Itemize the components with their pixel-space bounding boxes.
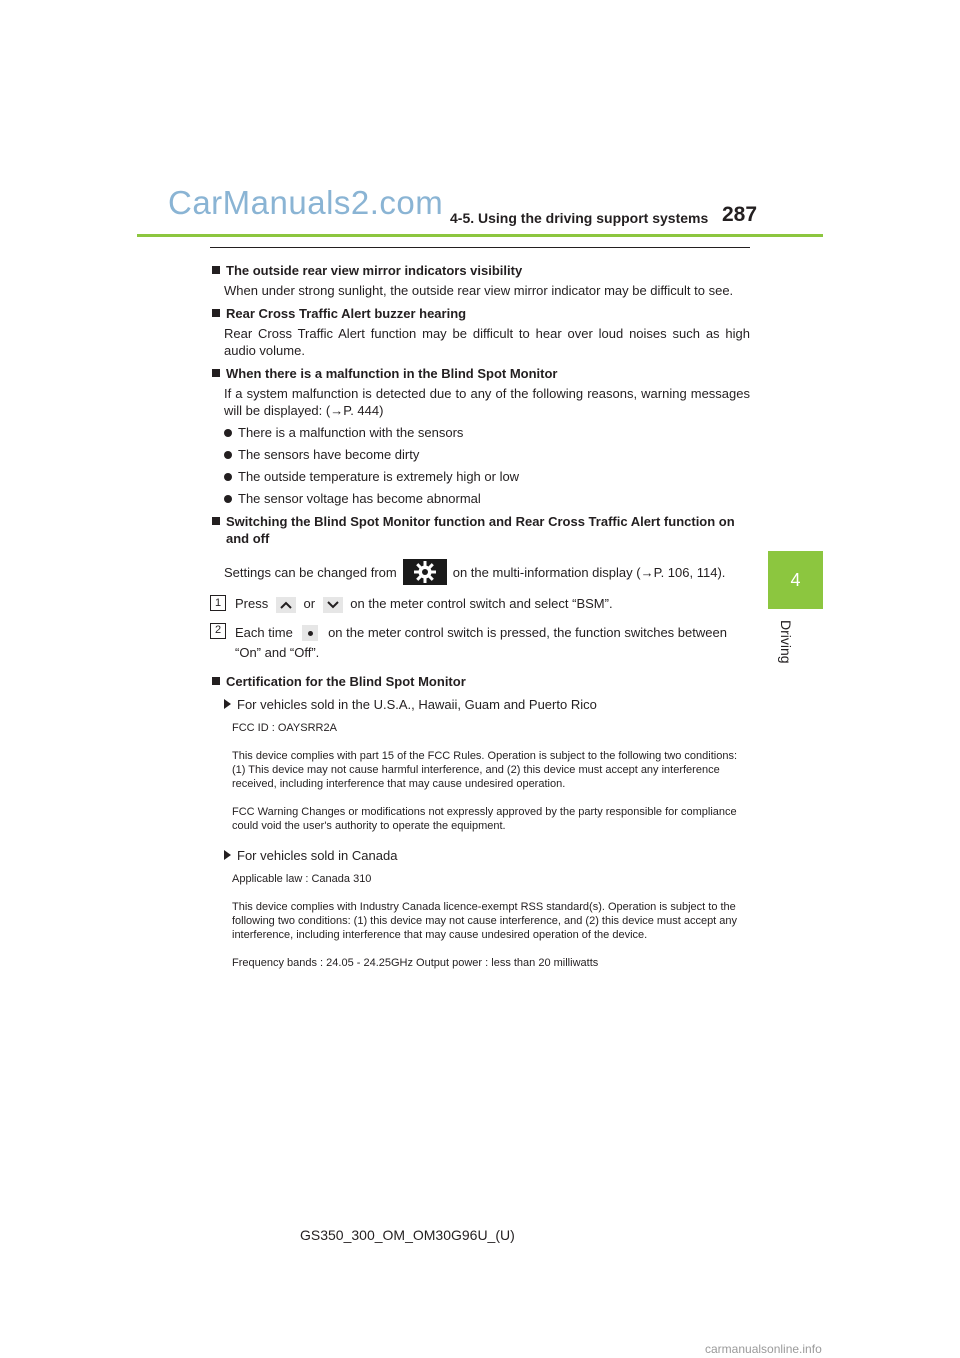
gear-icon <box>403 559 447 585</box>
page-content <box>210 256 750 984</box>
watermark-logo-top: CarManuals2.com <box>168 184 444 221</box>
heading-text: Rear Cross Traffic Alert buzzer hearing <box>226 306 467 321</box>
list-item <box>224 424 750 441</box>
step-2 <box>210 623 750 663</box>
section-heading <box>210 305 750 322</box>
settings-instruction <box>224 559 750 585</box>
square-bullet-icon <box>212 309 220 317</box>
chapter-tab <box>768 551 823 609</box>
step-text <box>235 595 613 613</box>
content-top-rule <box>210 247 750 248</box>
subheading-text: For vehicles sold in the U.S.A., Hawaii, Guam and Puerto Rico <box>237 696 597 712</box>
label-line: FCC ID : OAYSRR2A <box>232 721 337 734</box>
subheading-text: For vehicles sold in Canada <box>237 847 398 863</box>
step-text <box>235 623 750 663</box>
dot-bullet-icon <box>224 451 232 459</box>
square-bullet-icon <box>212 517 220 525</box>
section-title: 4-5. Using the driving support systems <box>450 210 709 226</box>
subheading-us <box>224 696 750 713</box>
paragraph: When under strong sunlight, the outside rear view mirror indicator may be difficult to see. <box>224 283 734 298</box>
dot-bullet-icon <box>224 495 232 503</box>
subheading-canada <box>224 847 750 864</box>
chevron-up-icon <box>276 597 296 613</box>
step-number: 1 <box>210 595 226 611</box>
list-item <box>224 446 750 463</box>
section-heading <box>210 673 750 690</box>
chapter-number: 4 <box>790 569 801 590</box>
step-text-part: Each time <box>235 624 293 640</box>
step-1 <box>210 595 750 613</box>
label-line: This device complies with Industry Canada licence-exempt RSS standard(s). Operation is subject to the following two conditions: (1) this device may not cause interference, and (2) this device must accept any interference, including interference that may cause undesired operation of the device. <box>232 900 738 941</box>
watermark-bottom: carmanualsonline.info <box>705 1342 822 1356</box>
heading-text: When there is a malfunction in the Blind Spot Monitor <box>226 366 558 381</box>
triangle-bullet-icon <box>224 850 231 860</box>
square-bullet-icon <box>212 266 220 274</box>
label-line: Frequency bands : 24.05 - 24.25GHz Output power : less than 20 milliwatts <box>232 956 599 969</box>
label-line: This device complies with part 15 of the FCC Rules. Operation is subject to the following two conditions: (1) This device may not cause harmful interference, and (2) this device must accept any interference received, including interference that may cause undesired operation. <box>232 749 738 790</box>
settings-text-pre: Settings can be changed from <box>224 564 397 580</box>
document-code: GS350_300_OM_OM30G96U_(U) <box>300 1227 515 1243</box>
label-line: FCC Warning Changes or modifications not expressly approved by the party responsible for compliance could void the user's authority to operate the equipment. <box>232 805 737 832</box>
square-bullet-icon <box>212 677 220 685</box>
step-text-part: on the meter control switch and select “BSM”. <box>350 596 613 611</box>
triangle-bullet-icon <box>224 699 231 709</box>
square-bullet-icon <box>212 369 220 377</box>
dot-bullet-icon <box>224 473 232 481</box>
canada-certification-label <box>232 872 750 970</box>
section-heading <box>210 262 750 279</box>
chapter-label: Driving <box>778 620 794 664</box>
step-text-part: Press <box>235 596 269 611</box>
step-text-part: on the meter control switch is pressed, the function switches between “On” and “Off”. <box>235 624 727 660</box>
label-line: Applicable law : Canada 310 <box>232 872 372 885</box>
paragraph: Rear Cross Traffic Alert function may be difficult to hear over loud noises such as high audio volume. <box>224 326 750 358</box>
settings-text-post: on the multi-information display (→P. 106, 114). <box>452 564 726 580</box>
list-item-text: The sensor voltage has become abnormal <box>238 491 481 506</box>
fcc-certification-label <box>232 721 750 833</box>
heading-text: The outside rear view mirror indicators visibility <box>226 263 523 278</box>
paragraph: If a system malfunction is detected due to any of the following reasons, warning messages will be displayed: (→P. 444) <box>224 386 750 418</box>
ok-button-icon <box>302 625 318 641</box>
chevron-down-icon <box>323 597 343 613</box>
list-item-text: The sensors have become dirty <box>238 447 420 462</box>
section-heading <box>210 365 750 382</box>
page-number: 287 <box>722 203 758 226</box>
step-number: 2 <box>210 623 226 639</box>
heading-text: Switching the Blind Spot Monitor function and Rear Cross Traffic Alert function on and off <box>226 514 735 546</box>
list-item <box>224 490 750 507</box>
list-item-text: The outside temperature is extremely high or low <box>238 469 520 484</box>
section-heading <box>210 513 750 547</box>
dot-bullet-icon <box>224 429 232 437</box>
header-rule <box>137 234 823 237</box>
list-item <box>224 468 750 485</box>
step-text-part: or <box>303 596 316 611</box>
heading-text: Certification for the Blind Spot Monitor <box>226 673 466 689</box>
list-item-text: There is a malfunction with the sensors <box>238 425 464 440</box>
